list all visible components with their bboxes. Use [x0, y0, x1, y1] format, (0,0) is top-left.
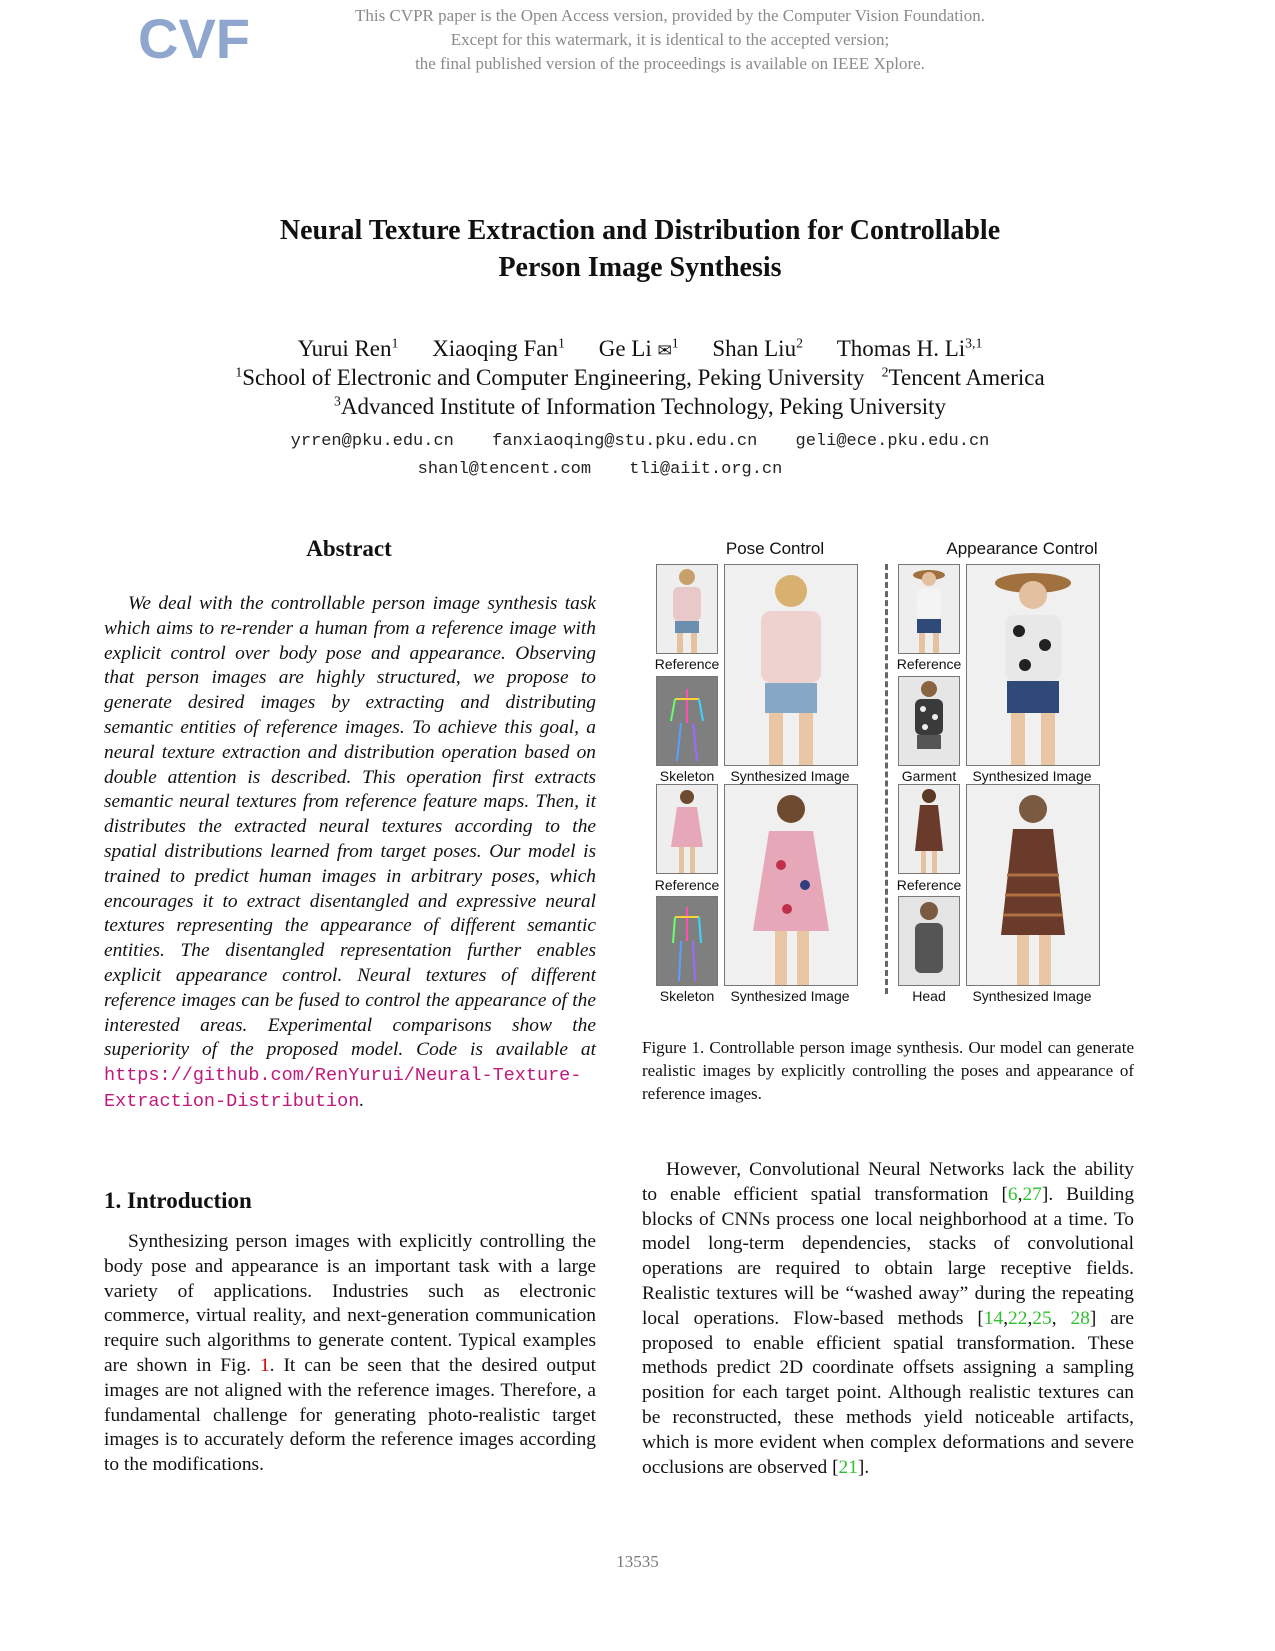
reference-label: Reference — [896, 877, 962, 893]
synthesized-label: Synthesized Image — [972, 768, 1092, 784]
person-figure-icon — [725, 565, 857, 765]
figure-caption: Figure 1. Controllable person image synthesis. Our model can generate realistic images by explicitly controlling the poses and appearance of reference images. — [642, 1038, 1134, 1103]
person-figure-icon — [899, 785, 959, 873]
watermark-line-2: Except for this watermark, it is identical to the accepted version; — [450, 30, 890, 49]
garment-label: Garment — [901, 768, 957, 784]
person-figure-icon — [967, 565, 1099, 765]
synthesized-image — [966, 564, 1100, 766]
email: shanl@tencent.com — [417, 460, 592, 479]
title-line-2: Person Image Synthesis — [498, 252, 782, 283]
citation-link[interactable]: 25 — [1032, 1307, 1052, 1329]
cvf-logo — [138, 7, 250, 72]
affiliation-line-2: $^3$Advanced Institute of Information Technology, Peking University — [333, 393, 947, 419]
author: Xiaoqing Fan$^1$ — [432, 335, 565, 361]
citation-link[interactable]: 28 — [1070, 1307, 1090, 1329]
pose-skeleton-icon — [657, 677, 717, 765]
cvf-logo-text: CVF — [138, 7, 250, 70]
reference-label: Reference — [896, 656, 962, 672]
title-line-1: Neural Texture Extraction and Distribution for Controllable — [279, 215, 1001, 246]
open-access-watermark — [280, 4, 1060, 76]
abstract-heading: Abstract — [306, 536, 392, 561]
author: Shan Liu$^2$ — [712, 335, 803, 361]
figure-1 — [642, 536, 1134, 1026]
reference-image — [656, 564, 718, 654]
email-row-2 — [100, 456, 1100, 484]
citation-link[interactable]: 21 — [838, 1456, 858, 1478]
email: fanxiaoqing@stu.pku.edu.cn — [492, 432, 758, 451]
watermark-line-1: This CVPR paper is the Open Access version, provided by the Computer Vision Foundation. — [355, 6, 985, 25]
figure-ref-link[interactable]: 1 — [259, 1354, 270, 1376]
head-label: Head — [912, 988, 946, 1004]
synthesized-label: Synthesized Image — [730, 768, 850, 784]
skeleton-image — [656, 676, 718, 766]
author: Ge Li ✉$^1$ — [598, 335, 679, 361]
figure-divider — [885, 564, 888, 994]
corresponding-mail-icon: ✉ — [657, 341, 672, 361]
abstract-body: We deal with the controllable person image synthesis task which aims to re-render a human from a reference image with explicit control over body pose and appearance. Observing that person images are highly structured, we propose to generate desired images by extracting and distributing semantic entities of reference images. To achieve this goal, a neural texture extraction and distribution operation based on double attention is described. This operation first extracts semantic neural textures from reference feature maps. Then, it distributes the extracted neural textures according to the spatial distributions learned from target poses. Our model is trained to predict human images in arbitrary poses, which encourages it to extract disentangled and expressive neural textures representing the appearance of different semantic entities. The disentangled representation further enables explicit appearance control. Neural textures of different reference images can be fused to control the appearance of the interested areas. Experimental comparisons show the superiority of the proposed model. Code is available at https://github.com/RenYurui/Neural-Texture-Extraction-Distribution. — [104, 593, 596, 1112]
citation-link[interactable]: 6 — [1007, 1183, 1018, 1205]
pose-skeleton-icon — [657, 897, 717, 985]
skeleton-label: Skeleton — [659, 988, 715, 1004]
citation-link[interactable]: 27 — [1022, 1183, 1042, 1205]
reference-image — [898, 784, 960, 874]
intro-paragraph-1: Synthesizing person images with explicitly controlling the body pose and appearance is an important task with a large variety of applications. Industries such as electronic commerce, virtual reality, and next-generation communication require such algorithms to generate content. Typical examples are shown in Fig. 1. It can be seen that the desired output images are not aligned with the reference images. Therefore, a fundamental challenge for generating photo-realistic target images is to accurately deform the reference images according to the modifications. — [104, 1231, 596, 1476]
person-figure-icon — [657, 785, 717, 873]
person-figure-icon — [899, 897, 959, 985]
email-row-1 — [140, 428, 1140, 456]
author: Thomas H. Li$^{3,1}$ — [836, 335, 983, 361]
author-list — [140, 334, 1140, 366]
person-figure-icon — [899, 565, 959, 653]
reference-label: Reference — [654, 656, 720, 672]
pose-control-title: Pose Control — [725, 539, 825, 558]
section-heading: 1. Introduction — [104, 1188, 252, 1213]
email: geli@ece.pku.edu.cn — [795, 432, 990, 451]
person-figure-icon — [967, 785, 1099, 985]
reference-image — [898, 564, 960, 654]
author: Yurui Ren$^1$ — [297, 335, 399, 361]
head-image — [898, 896, 960, 986]
email: yrren@pku.edu.cn — [290, 432, 454, 451]
appearance-control-title: Appearance Control — [946, 539, 1098, 558]
affiliation-line-1: $^1$School of Electronic and Computer Engineering, Peking University $^2$Tencent America — [235, 364, 1045, 390]
skeleton-label: Skeleton — [659, 768, 715, 784]
synthesized-image — [724, 564, 858, 766]
reference-label: Reference — [654, 877, 720, 893]
garment-image — [898, 676, 960, 766]
page-number: 13535 — [616, 1552, 659, 1571]
citation-link[interactable]: 22 — [1008, 1307, 1028, 1329]
synthesized-image — [724, 784, 858, 986]
person-figure-icon — [657, 565, 717, 653]
synthesized-image — [966, 784, 1100, 986]
reference-image — [656, 784, 718, 874]
intro-paragraph-2: However, Convolutional Neural Networks lack the ability to enable efficient spatial transformation [6,27]. Building blocks of CNNs process one local neighborhood at a time. To model long-term dependencies, stacks of convolutional operations are required to obtain large receptive fields. Realistic textures will be “washed away” during the repeating local operations. Flow-based methods [14,22,25, 28] are proposed to enable efficient spatial transformation. These methods predict 2D coordinate offsets assigning a sampling position for each target point. Although realistic textures can be reconstructed, these methods yield noticeable artifacts, which is more evident when complex deformations and severe occlusions are observed [21]. — [642, 1159, 1135, 1478]
synthesized-label: Synthesized Image — [730, 988, 850, 1004]
email: tli@aiit.org.cn — [629, 460, 783, 479]
skeleton-image — [656, 896, 718, 986]
synthesized-label: Synthesized Image — [972, 988, 1092, 1004]
person-figure-icon — [725, 785, 857, 985]
code-link[interactable]: https://github.com/RenYurui/Neural-Texture-Extraction-Distribution — [104, 1065, 582, 1112]
paper-title — [140, 212, 1140, 286]
person-figure-icon — [899, 677, 959, 765]
watermark-line-3: the final published version of the proceedings is available on IEEE Xplore. — [415, 54, 925, 73]
citation-link[interactable]: 14 — [983, 1307, 1004, 1329]
